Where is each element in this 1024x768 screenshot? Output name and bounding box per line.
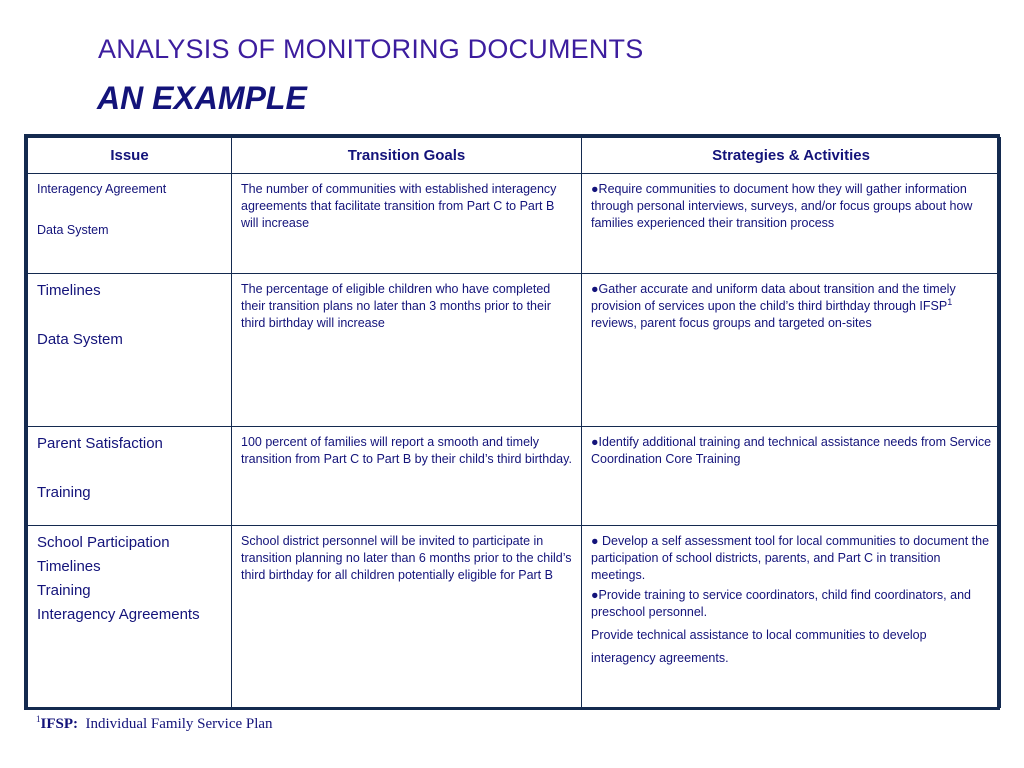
issue-cell (28, 526, 232, 708)
footnote-marker: 1 (947, 296, 953, 307)
strategy-cell (582, 174, 1001, 274)
issue-cell (28, 427, 232, 526)
strategy-item: ●Provide training to service coordinators, child find coordinators, and preschool personnel. (591, 588, 971, 619)
issue-item: Parent Satisfaction (37, 435, 163, 452)
column-header-transition-goals: Transition Goals (232, 138, 582, 174)
issue-item: Data System (37, 223, 109, 237)
monitoring-table (24, 134, 1000, 710)
strategy-item: ●Identify additional training and technical assistance needs from Service Coordination Core Training (591, 435, 992, 466)
table-row (28, 274, 1001, 427)
column-header-issue: Issue (28, 138, 232, 174)
column-header-strategies: Strategies & Activities (582, 138, 1001, 174)
issue-item: Training (37, 582, 91, 599)
page-title: ANALYSIS OF MONITORING DOCUMENTS (98, 34, 644, 64)
goal-cell: School district personnel will be invited to participate in transition planning no later than 6 months prior to the child’s third birthday for all children potentially eligible for Part B (232, 526, 582, 708)
strategy-item: ●Require communities to document how they will gather information through personal interviews, surveys, and/or focus groups about how families experienced their transition process (591, 182, 973, 230)
table-row (28, 526, 1001, 708)
table-row (28, 174, 1001, 274)
analysis-table (27, 137, 1001, 708)
page-subtitle: AN EXAMPLE (97, 80, 307, 116)
issue-item: Timelines (37, 282, 101, 299)
strategy-item: Provide technical assistance to local communities to develop interagency agreements. (591, 628, 927, 665)
strategy-cell (582, 427, 1001, 526)
footnote (36, 716, 273, 733)
issue-item: Timelines (37, 558, 101, 575)
goal-cell: 100 percent of families will report a smooth and timely transition from Part C to Part B by their child’s third birthday. (232, 427, 582, 526)
strategy-cell (582, 526, 1001, 708)
goal-cell: The percentage of eligible children who have completed their transition plans no later than 3 months prior to their third birthday will increase (232, 274, 582, 427)
table-row (28, 427, 1001, 526)
table-header-row (28, 138, 1001, 174)
footnote-number: 1 (36, 714, 41, 724)
issue-item: Data System (37, 331, 123, 348)
strategy-item: ● Develop a self assessment tool for local communities to document the participation of school districts, parents, and Part C in transition meetings. (591, 534, 990, 582)
issue-item: School Participation (37, 534, 170, 551)
issue-item: Training (37, 484, 91, 501)
strategy-cell (582, 274, 1001, 427)
issue-cell (28, 274, 232, 427)
footnote-label: IFSP: (40, 716, 78, 732)
footnote-text: Individual Family Service Plan (85, 716, 273, 732)
strategy-item: ●Gather accurate and uniform data about transition and the timely provision of services upon the child’s third birthday through IFSP$^1$ reviews, parent focus groups and targeted on-sites (591, 282, 956, 330)
issue-item: Interagency Agreements (37, 606, 200, 623)
issue-cell (28, 174, 232, 274)
issue-item: Interagency Agreement (37, 182, 167, 196)
goal-cell: The number of communities with established interagency agreements that facilitate transition from Part C to Part B will increase (232, 174, 582, 274)
